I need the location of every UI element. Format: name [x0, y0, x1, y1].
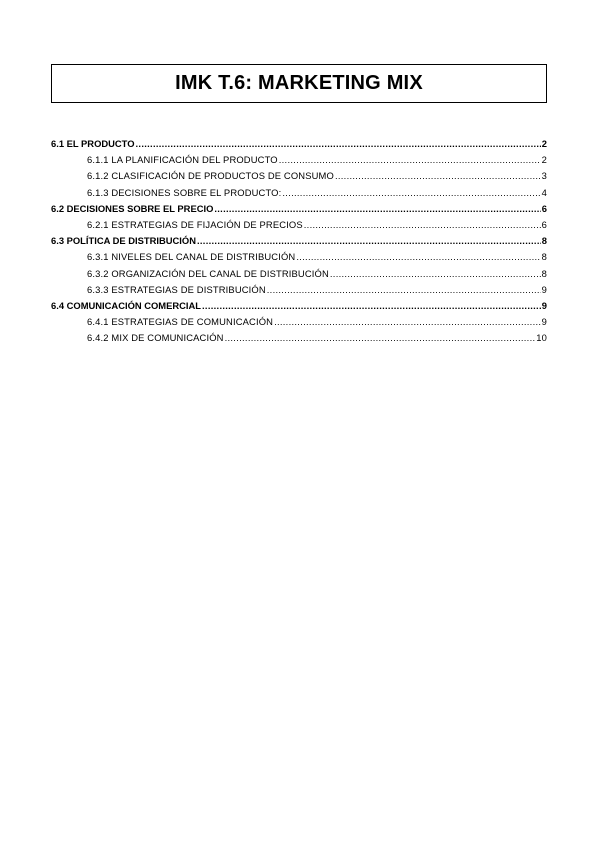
- toc-entry-6-4-2[interactable]: [51, 330, 547, 346]
- toc-dot-leader: [202, 298, 541, 314]
- toc-dot-leader: [197, 233, 541, 249]
- toc-entry-label: 6.1.2 CLASIFICACIÓN DE PRODUCTOS DE CONSUMO: [87, 170, 334, 182]
- toc-entry-label: 6.2 DECISIONES SOBRE EL PRECIO: [51, 202, 214, 214]
- toc-dot-leader: [214, 201, 540, 217]
- toc-entry-6-1-1[interactable]: [51, 152, 547, 168]
- toc-entry-page: 9: [541, 316, 547, 328]
- toc-dot-leader: [225, 330, 536, 346]
- toc-entry-label: 6.4.2 MIX DE COMUNICACIÓN: [87, 332, 224, 344]
- toc-entry-label: 6.3.2 ORGANIZACIÓN DEL CANAL DE DISTRIBUCIÓN: [87, 267, 329, 279]
- toc-dot-leader: [330, 266, 541, 282]
- toc-entry-page: 4: [541, 186, 547, 198]
- toc-entry-page: 3: [541, 170, 547, 182]
- toc-entry-page: 9: [541, 283, 547, 295]
- toc-dot-leader: [136, 136, 541, 152]
- document-title: IMK T.6: MARKETING MIX: [175, 72, 423, 94]
- toc-entry-page: 6: [541, 202, 547, 214]
- toc-entry-page: 8: [541, 235, 547, 247]
- toc-dot-leader: [279, 152, 541, 168]
- toc-dot-leader: [274, 314, 541, 330]
- toc-entry-label: 6.1 EL PRODUCTO: [51, 138, 135, 149]
- toc-entry-page: 9: [541, 299, 547, 311]
- toc-entry-label: 6.2.1 ESTRATEGIAS DE FIJACIÓN DE PRECIOS: [87, 218, 303, 230]
- toc-entry-6-1[interactable]: [51, 136, 547, 152]
- toc-entry-6-3-1[interactable]: [51, 249, 547, 265]
- toc-entry-6-1-2[interactable]: [51, 168, 547, 184]
- toc-dot-leader: [267, 282, 541, 298]
- toc-entry-page: 8: [541, 251, 547, 263]
- toc-entry-6-1-3[interactable]: [51, 185, 547, 201]
- toc-entry-6-4-1[interactable]: [51, 314, 547, 330]
- toc-entry-label: 6.3.3 ESTRATEGIAS DE DISTRIBUCIÓN: [87, 283, 266, 295]
- toc-entry-label: 6.1.1 LA PLANIFICACIÓN DEL PRODUCTO: [87, 154, 278, 166]
- toc-entry-page: 2: [541, 154, 547, 166]
- toc-entry-6-3[interactable]: [51, 233, 547, 249]
- toc-entry-label: 6.3 POLÍTICA DE DISTRIBUCIÓN: [51, 235, 196, 247]
- toc-dot-leader: [296, 249, 540, 265]
- toc-entry-6-4[interactable]: [51, 298, 547, 314]
- toc-entry-page: 10: [536, 332, 547, 344]
- toc-entry-page: 6: [541, 218, 547, 230]
- toc-dot-leader: [304, 217, 541, 233]
- toc-entry-page: 2: [541, 138, 547, 149]
- toc-entry-label: 6.4 COMUNICACIÓN COMERCIAL: [51, 299, 202, 311]
- table-of-contents: [51, 136, 547, 346]
- document-title-box: [51, 64, 547, 103]
- toc-dot-leader: [282, 185, 540, 201]
- toc-entry-6-3-2[interactable]: [51, 266, 547, 282]
- toc-entry-6-3-3[interactable]: [51, 282, 547, 298]
- toc-entry-6-2[interactable]: [51, 201, 547, 217]
- toc-entry-label: 6.3.1 NIVELES DEL CANAL DE DISTRIBUCIÓN: [87, 251, 296, 263]
- toc-entry-page: 8: [541, 267, 547, 279]
- toc-dot-leader: [335, 168, 541, 184]
- toc-entry-label: 6.1.3 DECISIONES SOBRE EL PRODUCTO:: [87, 186, 282, 198]
- toc-entry-label: 6.4.1 ESTRATEGIAS DE COMUNICACIÓN: [87, 316, 274, 328]
- toc-entry-6-2-1[interactable]: [51, 217, 547, 233]
